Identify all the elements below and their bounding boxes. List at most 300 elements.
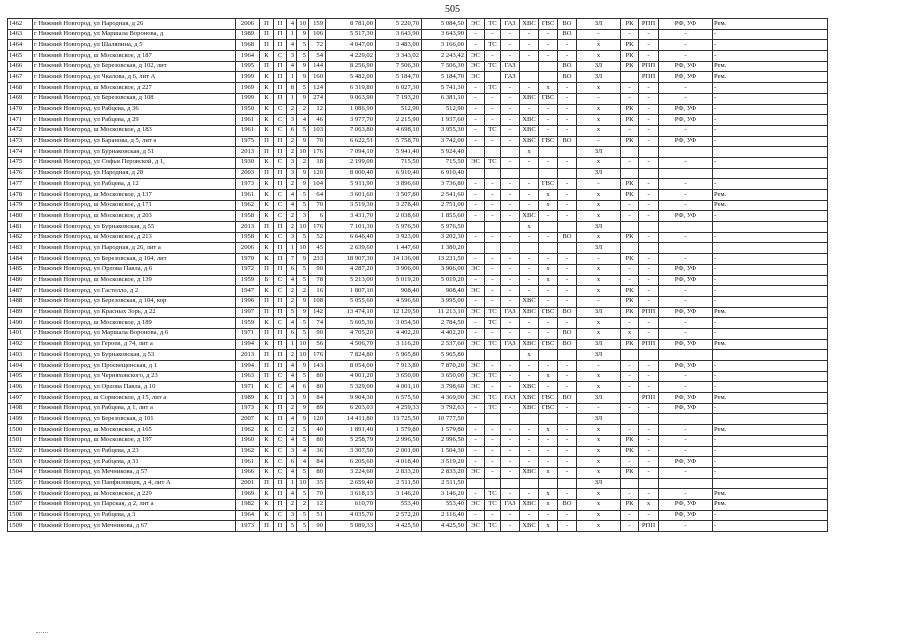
cell-wall-material: К bbox=[260, 83, 274, 94]
cell-repair-status bbox=[713, 243, 828, 254]
cell-overhaul-basement: - bbox=[639, 264, 659, 275]
cell-overhaul-facade: - bbox=[659, 254, 713, 265]
cell-overhaul-basement: - bbox=[639, 361, 659, 372]
cell-living-area: 5 976,50 bbox=[376, 222, 422, 233]
cell-overhaul-roof: - bbox=[621, 157, 639, 168]
cell-overhaul-facade: - bbox=[659, 200, 713, 211]
cell-year-built: 1973 bbox=[236, 403, 260, 414]
cell-total-area: 3 618,13 bbox=[326, 489, 376, 500]
cell-entrances: 3 bbox=[287, 393, 297, 404]
table-row bbox=[8, 339, 828, 350]
cell-floor-material: С bbox=[274, 371, 287, 382]
cell-private-area: 3 519,20 bbox=[422, 457, 467, 468]
cell-overhaul-facade: - bbox=[659, 425, 713, 436]
cell-overhaul-basement: - bbox=[639, 232, 659, 243]
cell-total-area: 5 517,30 bbox=[326, 29, 376, 40]
cell-hot-water: - bbox=[539, 457, 558, 468]
cell-gas-supply: - bbox=[501, 296, 520, 307]
cell-address: г Нижний Новгород, ул Рабцева, д 31 bbox=[33, 457, 236, 468]
cell-address: г Нижний Новгород, ул Парская, д 2, лит а bbox=[33, 499, 236, 510]
cell-hot-water: - bbox=[539, 328, 558, 339]
cell-year-built: 1961 bbox=[236, 457, 260, 468]
cell-floor-material: С bbox=[274, 125, 287, 136]
cell-entrances: 2 bbox=[287, 296, 297, 307]
cell-overhaul-facade: РФ, УФ bbox=[659, 115, 713, 126]
cell-living-area: 3 054,50 bbox=[376, 318, 422, 329]
cell-hot-water: - bbox=[539, 157, 558, 168]
cell-floors: 9 bbox=[297, 414, 309, 425]
cell-private-area: 908,40 bbox=[422, 286, 467, 297]
cell-hot-water: - bbox=[539, 318, 558, 329]
cell-floors: 5 bbox=[297, 521, 309, 532]
cell-overhaul-basement: РПП bbox=[639, 393, 659, 404]
cell-overhaul-basement: - bbox=[639, 104, 659, 115]
cell-address: г Нижний Новгород, ул Орлова Павла, д 6 bbox=[33, 264, 236, 275]
cell-overhaul-basement: - bbox=[639, 200, 659, 211]
cell-floors: 10 bbox=[297, 339, 309, 350]
cell-overhaul-roof: - bbox=[621, 83, 639, 94]
cell-cold-water: ХВС bbox=[520, 393, 539, 404]
cell-hot-water: - bbox=[539, 435, 558, 446]
cell-row-number: 1472 bbox=[8, 125, 33, 136]
cell-address: г Нижний Новгород, ш Московское, д 183 bbox=[33, 125, 236, 136]
cell-cold-water: ХВС bbox=[520, 521, 539, 532]
cell-gas-supply: - bbox=[501, 457, 520, 468]
cell-gas-supply: ГАЗ bbox=[501, 499, 520, 510]
cell-total-area: 3 307,50 bbox=[326, 446, 376, 457]
cell-gas-supply: - bbox=[501, 190, 520, 201]
cell-overhaul-basement: РПП bbox=[639, 339, 659, 350]
cell-hot-water: х bbox=[539, 521, 558, 532]
cell-living-area: 5 184,70 bbox=[376, 72, 422, 83]
cell-electric-supply: - bbox=[467, 425, 485, 436]
cell-year-built: 1969 bbox=[236, 489, 260, 500]
cell-floors: 5 bbox=[297, 318, 309, 329]
cell-entrances: 1 bbox=[287, 478, 297, 489]
cell-heat-supply: - bbox=[485, 115, 501, 126]
cell-floor-material: П bbox=[274, 83, 287, 94]
cell-overhaul-basement: - bbox=[639, 489, 659, 500]
cell-year-built: 1997 bbox=[236, 307, 260, 318]
cell-floor-material: П bbox=[274, 403, 287, 414]
cell-year-built: 1961 bbox=[236, 125, 260, 136]
cell-private-area: 7 870,20 bbox=[422, 361, 467, 372]
cell-apartments: 6 bbox=[309, 211, 326, 222]
cell-wall-material: П bbox=[260, 478, 274, 489]
cell-floors: 5 bbox=[297, 328, 309, 339]
table-row bbox=[8, 40, 828, 51]
cell-overhaul-roof: РК bbox=[621, 51, 639, 62]
cell-apartments: 108 bbox=[309, 296, 326, 307]
cell-total-area: 3 519,30 bbox=[326, 200, 376, 211]
cell-private-area: 3 995,00 bbox=[422, 296, 467, 307]
cell-apartments: 233 bbox=[309, 254, 326, 265]
table-row bbox=[8, 435, 828, 446]
cell-total-area: 7 824,80 bbox=[326, 350, 376, 361]
cell-address: г Нижний Новгород, ул Бурнаковская, д 55 bbox=[33, 222, 236, 233]
cell-private-area: 2 996,50 bbox=[422, 435, 467, 446]
cell-repair-status: - bbox=[713, 115, 828, 126]
cell-sewerage: - bbox=[558, 318, 577, 329]
cell-elevator: х bbox=[577, 157, 621, 168]
cell-elevator: х bbox=[577, 499, 621, 510]
cell-sewerage: - bbox=[558, 200, 577, 211]
cell-overhaul-roof: РК bbox=[621, 286, 639, 297]
cell-cold-water: - bbox=[520, 264, 539, 275]
cell-floor-material: П bbox=[274, 61, 287, 72]
cell-address: г Нижний Новгород, ул Просвещенская, д 1 bbox=[33, 361, 236, 372]
cell-living-area: 715,50 bbox=[376, 157, 422, 168]
cell-heat-supply: ТС bbox=[485, 521, 501, 532]
cell-address: г Нижний Новгород, ул Маршала Воронова, д 6 bbox=[33, 328, 236, 339]
cell-sewerage bbox=[558, 168, 577, 179]
cell-overhaul-basement: - bbox=[639, 275, 659, 286]
cell-repair-status: Рем. bbox=[713, 339, 828, 350]
cell-year-built: 1975 bbox=[236, 136, 260, 147]
cell-gas-supply: - bbox=[501, 200, 520, 211]
cell-address: г Нижний Новгород, ш Московское, д 171 bbox=[33, 200, 236, 211]
cell-overhaul-basement: РПП bbox=[639, 19, 659, 30]
cell-apartments: 12 bbox=[309, 104, 326, 115]
cell-apartments: 64 bbox=[309, 190, 326, 201]
cell-heat-supply: - bbox=[485, 200, 501, 211]
cell-overhaul-basement: - bbox=[639, 467, 659, 478]
cell-wall-material: К bbox=[260, 243, 274, 254]
cell-floor-material: С bbox=[274, 115, 287, 126]
cell-electric-supply: ЭС bbox=[467, 51, 485, 62]
cell-electric-supply: - bbox=[467, 104, 485, 115]
cell-apartments: 80 bbox=[309, 371, 326, 382]
cell-overhaul-roof: РК bbox=[621, 307, 639, 318]
cell-total-area: 4 035,70 bbox=[326, 510, 376, 521]
cell-floors: 9 bbox=[297, 403, 309, 414]
table-row bbox=[8, 350, 828, 361]
cell-private-area: 3 906,00 bbox=[422, 264, 467, 275]
cell-total-area: 4 047,00 bbox=[326, 40, 376, 51]
cell-elevator: х bbox=[577, 190, 621, 201]
cell-cold-water: - bbox=[520, 446, 539, 457]
cell-hot-water: ГВС bbox=[539, 93, 558, 104]
cell-private-area: 13 231,50 bbox=[422, 254, 467, 265]
cell-cold-water: ХВС bbox=[520, 403, 539, 414]
cell-wall-material: Б bbox=[260, 275, 274, 286]
cell-private-area: 3 742,00 bbox=[422, 136, 467, 147]
cell-overhaul-basement: - bbox=[639, 254, 659, 265]
cell-cold-water: х bbox=[520, 350, 539, 361]
cell-cold-water: ХВС bbox=[520, 125, 539, 136]
cell-overhaul-basement bbox=[639, 478, 659, 489]
cell-total-area: 6 319,80 bbox=[326, 83, 376, 94]
table-row bbox=[8, 168, 828, 179]
cell-gas-supply: - bbox=[501, 264, 520, 275]
cell-total-area: 8 256,90 bbox=[326, 61, 376, 72]
cell-year-built: 1962 bbox=[236, 446, 260, 457]
table-row bbox=[8, 414, 828, 425]
cell-hot-water: х bbox=[539, 499, 558, 510]
cell-floors: 9 bbox=[297, 393, 309, 404]
cell-year-built: 1964 bbox=[236, 51, 260, 62]
cell-electric-supply: - bbox=[467, 93, 485, 104]
cell-private-area: 512,90 bbox=[422, 104, 467, 115]
cell-year-built: 1989 bbox=[236, 29, 260, 40]
cell-overhaul-basement: - bbox=[639, 93, 659, 104]
cell-electric-supply bbox=[467, 222, 485, 233]
cell-address: г Нижний Новгород, ул Рабцева, д 3 bbox=[33, 510, 236, 521]
cell-overhaul-basement: - bbox=[639, 382, 659, 393]
cell-cold-water: - bbox=[520, 179, 539, 190]
cell-overhaul-facade: - bbox=[659, 296, 713, 307]
cell-row-number: 1468 bbox=[8, 83, 33, 94]
cell-electric-supply: ЭС bbox=[467, 521, 485, 532]
cell-year-built: 1966 bbox=[236, 467, 260, 478]
cell-overhaul-basement: - bbox=[639, 190, 659, 201]
cell-elevator: х bbox=[577, 286, 621, 297]
cell-entrances: 2 bbox=[287, 499, 297, 510]
cell-overhaul-basement: - bbox=[639, 435, 659, 446]
cell-repair-status: - bbox=[713, 40, 828, 51]
cell-overhaul-facade bbox=[659, 147, 713, 158]
cell-overhaul-roof: РК bbox=[621, 296, 639, 307]
cell-overhaul-facade: РФ, УФ bbox=[659, 393, 713, 404]
cell-floors: 9 bbox=[297, 307, 309, 318]
cell-wall-material: П bbox=[260, 264, 274, 275]
cell-row-number: 1473 bbox=[8, 136, 33, 147]
cell-wall-material: К bbox=[260, 510, 274, 521]
cell-cold-water: - bbox=[520, 200, 539, 211]
cell-private-area: 5 184,70 bbox=[422, 72, 467, 83]
cell-row-number: 1481 bbox=[8, 222, 33, 233]
cell-floors: 5 bbox=[297, 371, 309, 382]
cell-repair-status: Рем. bbox=[713, 190, 828, 201]
cell-sewerage: ВО bbox=[558, 393, 577, 404]
cell-electric-supply: ЭС bbox=[467, 382, 485, 393]
cell-private-area: 3 202,30 bbox=[422, 232, 467, 243]
cell-entrances: 4 bbox=[287, 19, 297, 30]
cell-wall-material: К bbox=[260, 200, 274, 211]
cell-overhaul-roof: РК bbox=[621, 179, 639, 190]
cell-heat-supply: - bbox=[485, 361, 501, 372]
cell-overhaul-roof: - bbox=[621, 318, 639, 329]
cell-heat-supply bbox=[485, 222, 501, 233]
cell-gas-supply: - bbox=[501, 83, 520, 94]
table-row bbox=[8, 157, 828, 168]
cell-heat-supply: - bbox=[485, 286, 501, 297]
cell-year-built: 1999 bbox=[236, 72, 260, 83]
cell-elevator: х bbox=[577, 328, 621, 339]
cell-entrances: 6 bbox=[287, 328, 297, 339]
cell-living-area: 908,40 bbox=[376, 286, 422, 297]
cell-address: г Нижний Новгород, ул Героев, д 74, лит а bbox=[33, 339, 236, 350]
cell-hot-water bbox=[539, 243, 558, 254]
cell-overhaul-facade: РФ, УФ bbox=[659, 457, 713, 468]
cell-wall-material: К bbox=[260, 414, 274, 425]
cell-electric-supply: - bbox=[467, 232, 485, 243]
cell-overhaul-roof: РК bbox=[621, 136, 639, 147]
cell-total-area: 2 659,40 bbox=[326, 478, 376, 489]
cell-private-area: 3 643,90 bbox=[422, 29, 467, 40]
cell-entrances: 5 bbox=[287, 307, 297, 318]
cell-hot-water: - bbox=[539, 286, 558, 297]
cell-entrances: 4 bbox=[287, 361, 297, 372]
cell-overhaul-basement: - bbox=[639, 51, 659, 62]
cell-living-area: 553,40 bbox=[376, 499, 422, 510]
cell-elevator: - bbox=[577, 136, 621, 147]
cell-private-area: 5 924,40 bbox=[422, 147, 467, 158]
cell-elevator: х bbox=[577, 232, 621, 243]
cell-overhaul-facade: - bbox=[659, 232, 713, 243]
cell-wall-material: П bbox=[260, 136, 274, 147]
cell-hot-water bbox=[539, 147, 558, 158]
cell-cold-water bbox=[520, 72, 539, 83]
cell-floors: 5 bbox=[297, 83, 309, 94]
cell-gas-supply: - bbox=[501, 29, 520, 40]
cell-total-area: 5 055,60 bbox=[326, 296, 376, 307]
cell-overhaul-basement bbox=[639, 243, 659, 254]
cell-total-area: 9 063,90 bbox=[326, 93, 376, 104]
cell-total-area: 3 224,60 bbox=[326, 467, 376, 478]
cell-entrances: 2 bbox=[287, 147, 297, 158]
cell-wall-material: К bbox=[260, 211, 274, 222]
cell-hot-water: х bbox=[539, 489, 558, 500]
cell-year-built: 2007 bbox=[236, 414, 260, 425]
cell-apartments: 45 bbox=[309, 243, 326, 254]
cell-floors: 5 bbox=[297, 190, 309, 201]
cell-elevator: ЗЛ bbox=[577, 339, 621, 350]
cell-sewerage bbox=[558, 222, 577, 233]
cell-living-area: 3 146,20 bbox=[376, 489, 422, 500]
cell-floors: 5 bbox=[297, 425, 309, 436]
cell-address: г Нижний Новгород, ул Рабцева, д 1, лит а bbox=[33, 403, 236, 414]
cell-heat-supply: - bbox=[485, 264, 501, 275]
cell-repair-status bbox=[713, 478, 828, 489]
cell-hot-water: - bbox=[539, 510, 558, 521]
cell-living-area: 6 027,30 bbox=[376, 83, 422, 94]
cell-elevator: ЗЛ bbox=[577, 222, 621, 233]
cell-elevator: ЗЛ bbox=[577, 147, 621, 158]
cell-row-number: 1494 bbox=[8, 361, 33, 372]
cell-sewerage: ВО bbox=[558, 19, 577, 30]
cell-hot-water: х bbox=[539, 190, 558, 201]
cell-overhaul-roof: - bbox=[621, 361, 639, 372]
page-number: 505 bbox=[445, 4, 460, 15]
cell-entrances: 4 bbox=[287, 200, 297, 211]
cell-cold-water: ХВС bbox=[520, 136, 539, 147]
cell-floors: 9 bbox=[297, 61, 309, 72]
cell-overhaul-facade: РФ, УФ bbox=[659, 510, 713, 521]
cell-gas-supply: - bbox=[501, 318, 520, 329]
cell-entrances: 4 bbox=[287, 275, 297, 286]
cell-floors: 5 bbox=[297, 200, 309, 211]
table-row bbox=[8, 489, 828, 500]
cell-year-built: 1994 bbox=[236, 361, 260, 372]
cell-floors: 9 bbox=[297, 254, 309, 265]
cell-sewerage bbox=[558, 243, 577, 254]
cell-year-built: 1958 bbox=[236, 211, 260, 222]
cell-floors: 9 bbox=[297, 72, 309, 83]
cell-floor-material: П bbox=[274, 393, 287, 404]
cell-wall-material: П bbox=[260, 29, 274, 40]
cell-address: г Нижний Новгород, ул Рабцева, д 23 bbox=[33, 446, 236, 457]
cell-gas-supply: - bbox=[501, 211, 520, 222]
cell-wall-material: П bbox=[260, 168, 274, 179]
cell-floor-material: П bbox=[274, 361, 287, 372]
cell-overhaul-facade bbox=[659, 478, 713, 489]
cell-sewerage bbox=[558, 147, 577, 158]
cell-heat-supply bbox=[485, 243, 501, 254]
cell-repair-status: - bbox=[713, 446, 828, 457]
cell-sewerage: - bbox=[558, 254, 577, 265]
cell-overhaul-roof: - bbox=[621, 489, 639, 500]
cell-row-number: 1478 bbox=[8, 190, 33, 201]
cell-apartments: 144 bbox=[309, 61, 326, 72]
cell-year-built: 1969 bbox=[236, 83, 260, 94]
cell-total-area: 2 639,60 bbox=[326, 243, 376, 254]
cell-floors: 5 bbox=[297, 275, 309, 286]
cell-wall-material: П bbox=[260, 19, 274, 30]
cell-gas-supply: - bbox=[501, 275, 520, 286]
cell-wall-material: П bbox=[260, 147, 274, 158]
cell-floor-material: С bbox=[274, 157, 287, 168]
cell-electric-supply: - bbox=[467, 179, 485, 190]
cell-year-built: 1973 bbox=[236, 179, 260, 190]
cell-total-area: 4 001,20 bbox=[326, 371, 376, 382]
cell-hot-water: - bbox=[539, 254, 558, 265]
cell-row-number: 1507 bbox=[8, 499, 33, 510]
cell-heat-supply: ТС bbox=[485, 307, 501, 318]
cell-repair-status: - bbox=[713, 457, 828, 468]
cell-hot-water bbox=[539, 414, 558, 425]
cell-electric-supply: ЭС bbox=[467, 393, 485, 404]
cell-living-area: 13 725,50 bbox=[376, 414, 422, 425]
cell-year-built: 1964 bbox=[236, 510, 260, 521]
cell-cold-water: х bbox=[520, 147, 539, 158]
cell-entrances: 3 bbox=[287, 157, 297, 168]
cell-elevator: х bbox=[577, 275, 621, 286]
cell-entrances: 1 bbox=[287, 29, 297, 40]
cell-row-number: 1501 bbox=[8, 435, 33, 446]
cell-wall-material: К bbox=[260, 115, 274, 126]
cell-overhaul-roof: - bbox=[621, 125, 639, 136]
cell-apartments: 143 bbox=[309, 361, 326, 372]
cell-repair-status: - bbox=[713, 510, 828, 521]
cell-overhaul-roof: - bbox=[621, 200, 639, 211]
cell-apartments: 84 bbox=[309, 393, 326, 404]
cell-hot-water: х bbox=[539, 425, 558, 436]
cell-overhaul-roof: РК bbox=[621, 232, 639, 243]
cell-apartments: 104 bbox=[309, 179, 326, 190]
cell-total-area: 6 622,51 bbox=[326, 136, 376, 147]
cell-overhaul-facade: РФ, УФ bbox=[659, 403, 713, 414]
cell-overhaul-facade bbox=[659, 222, 713, 233]
cell-floor-material: С bbox=[274, 457, 287, 468]
cell-repair-status bbox=[713, 222, 828, 233]
cell-total-area: 3 601,60 bbox=[326, 190, 376, 201]
cell-total-area: 7 094,10 bbox=[326, 147, 376, 158]
cell-repair-status: Рем. bbox=[713, 499, 828, 510]
cell-repair-status: - bbox=[713, 211, 828, 222]
cell-electric-supply: - bbox=[467, 211, 485, 222]
cell-overhaul-basement: - bbox=[639, 83, 659, 94]
cell-cold-water: ХВС bbox=[520, 339, 539, 350]
cell-row-number: 1479 bbox=[8, 200, 33, 211]
cell-floor-material: П bbox=[274, 136, 287, 147]
cell-gas-supply: - bbox=[501, 425, 520, 436]
cell-apartments: 84 bbox=[309, 457, 326, 468]
cell-heat-supply: - bbox=[485, 51, 501, 62]
cell-repair-status: - bbox=[713, 179, 828, 190]
cell-living-area: 3 643,90 bbox=[376, 29, 422, 40]
cell-overhaul-roof: - bbox=[621, 264, 639, 275]
